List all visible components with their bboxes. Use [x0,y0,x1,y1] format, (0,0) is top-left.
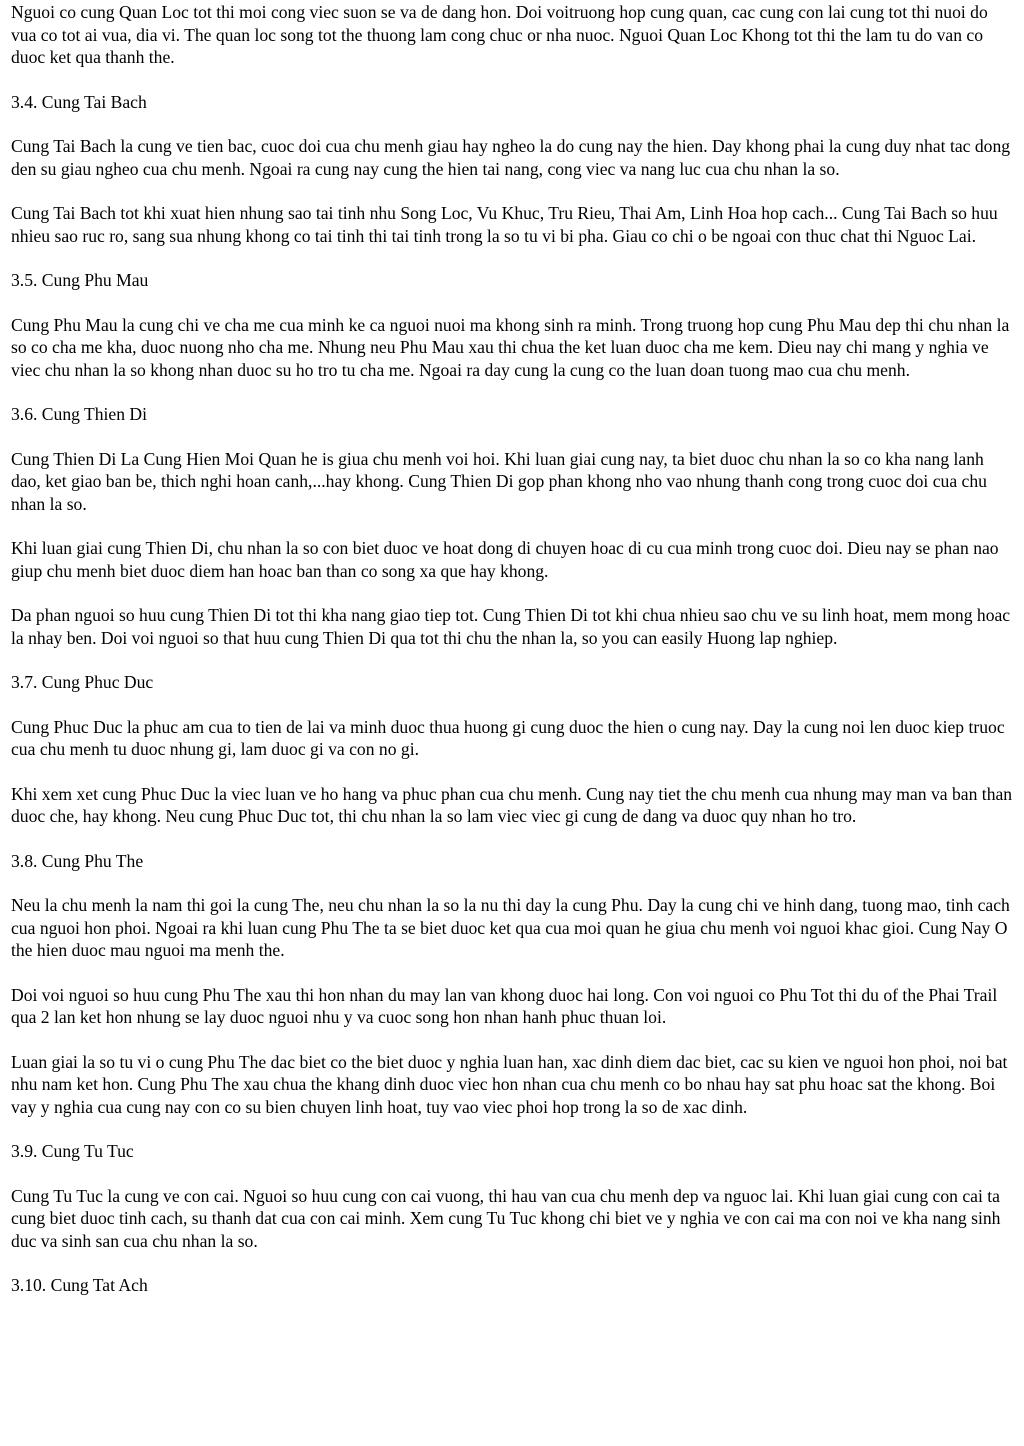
heading-cung-phu-the: 3.8. Cung Phu The [11,850,144,871]
paragraph-tai-bach-stars: Cung Tai Bach tot khi xuat hien nhung sao tai tinh nhu Song Loc, Vu Khuc, Tru Rieu, Thai Am, Linh Hoa hop cach... Cung Tai Bach so huu nhieu sao ruc ro, sang sua nhung khong co tai tinh thi tai tinh trong la so tu vi bi pha. Giau co chi o be ngoai con thuc chat thi Nguoc Lai. [11,203,998,246]
heading-cung-tat-ach: 3.10. Cung Tat Ach [11,1275,148,1295]
paragraph-thien-di-communication: Da phan nguoi so huu cung Thien Di tot thi kha nang giao tiep tot. Cung Thien Di tot khi chua nhieu sao chu ve su linh hoat, mem mong hoac la nhay ben. Doi voi nguoi so that huu cung Thien Di qua tot thi chu the nhan la, so you can easily Huong lap nghiep. [11,605,1011,648]
heading-cung-phu-mau: 3.5. Cung Phu Mau [11,270,149,290]
heading-cung-phuc-duc: 3.7. Cung Phuc Duc [11,672,154,692]
paragraph-quan-loc-summary: Nguoi co cung Quan Loc tot thi moi cong viec suon se va de dang hon. Doi voitruong hop cung quan, cac cung con lai cung tot thi nuoi do vua co tot ai vua, dia vi. The quan loc song tot the thuong lam cong chuc or nha nuoc. Nguoi Quan Loc Khong tot thi the lam tu do van co duoc ket qua thanh the. [11,2,988,67]
heading-cung-tu-tuc: 3.9. Cung Tu Tuc [11,1141,134,1161]
heading-cung-thien-di: 3.6. Cung Thien Di [11,404,148,424]
paragraph-phuc-duc-intro: Cung Phuc Duc la phuc am cua to tien de lai va minh duoc thua huong gi cung duoc the hien o cung nay. Day la cung noi len duoc kiep truoc cua chu menh tu duoc nhung gi, lam duoc gi va con no gi. [11,716,1005,759]
paragraph-phu-the-intro: Neu la chu menh la nam thi goi la cung The, neu chu nhan la so la nu thi day la cung Phu. Day la cung chi ve hinh dang, tuong mao, tinh cach cua nguoi hon phoi. Ngoai ra khi luan cung Phu The ta se biet duoc ket qua cua moi quan he giua chu menh voi nguoi khac gioi. Cung Nay O the hien duoc mau nguoi ma menh the. [11,895,1010,960]
paragraph-phu-the-marriage: Doi voi nguoi so huu cung Phu The xau thi hon nhan du may lan van khong duoc hai long. Con voi nguoi co Phu Tot thi du of the Phai Trail qua 2 lan ket hon nhung se lay duoc nguoi nhu y va cuoc song hon nhan hanh phuc thuan loi. [11,984,998,1027]
paragraph-phu-mau: Cung Phu Mau la cung chi ve cha me cua minh ke ca nguoi nuoi ma khong sinh ra minh. Trong truong hop cung Phu Mau dep thi chu nhan la so co cha me kha, duoc nuong nho cha me. Nhung neu Phu Mau xau thi chua the ket luan duoc cha me kem. Dieu nay chi mang y nghia ve viec chu nhan la so khong nhan duoc su ho tro tu cha me. Ngoai ra day cung la cung co the luan doan tuong mao cua chu menh. [11,314,1010,380]
paragraph-tai-bach-intro: Cung Tai Bach la cung ve tien bac, cuoc doi cua chu menh giau hay ngheo la do cung nay the hien. Day khong phai la cung duy nhat tac dong den su giau ngheo cua chu menh. Ngoai ra cung nay cung the hien tai nang, cong viec va nang luc cua chu nhan la so. [11,136,1011,179]
paragraph-phuc-duc-family: Khi xem xet cung Phuc Duc la viec luan ve ho hang va phuc phan cua chu menh. Cung nay tiet the chu menh cua nhung may man va ban than duoc che, hay khong. Neu cung Phuc Duc tot, thi chu nhan la so lam viec viec gi cung de dang va duoc quy nhan ho tro. [11,783,1013,826]
heading-cung-tai-bach: 3.4. Cung Tai Bach [11,91,147,112]
paragraph-thien-di-travel: Khi luan giai cung Thien Di, chu nhan la so con biet duoc ve hoat dong di chuyen hoac di cu cua minh trong cuoc doi. Dieu nay se phan nao giup chu menh biet duoc diem han hoac ban than co song xa que hay khong. [11,538,999,581]
paragraph-phu-the-interpretation: Luan giai la so tu vi o cung Phu The dac biet co the biet duoc y nghia luan han, xac dinh diem dac biet, cac su kien ve nguoi hon phoi, noi bat nhu nam ket hon. Cung Phu The xau chua the khang dinh duoc viec hon nhan cua chu menh co bo nhau hay sat phu hoac sat the khong. Boi vay y nghia cua cung nay con co su bien chuyen linh hoat, tuy vao viec phoi hop trong la so de xac dinh. [11,1051,1008,1117]
paragraph-thien-di-intro: Cung Thien Di La Cung Hien Moi Quan he is giua chu menh voi hoi. Khi luan giai cung nay, ta biet duoc chu nhan la so co kha nang lanh dao, ket giao ban be, thich nghi hoan canh,...hay khong. Cung Thien Di gop phan khong nho vao nhung thanh cong trong cuoc doi cua chu nhan la so. [11,448,987,514]
paragraph-tu-tuc: Cung Tu Tuc la cung ve con cai. Nguoi so huu cung con cai vuong, thi hau van cua chu menh dep va nguoc lai. Khi luan giai cung con cai ta cung biet duoc tinh cach, su thanh dat cua con cai minh. Xem cung Tu Tuc khong chi biet ve y nghia ve con cai ma con noi ve kha nang sinh duc va sinh san cua chu nhan la so. [11,1185,1001,1251]
